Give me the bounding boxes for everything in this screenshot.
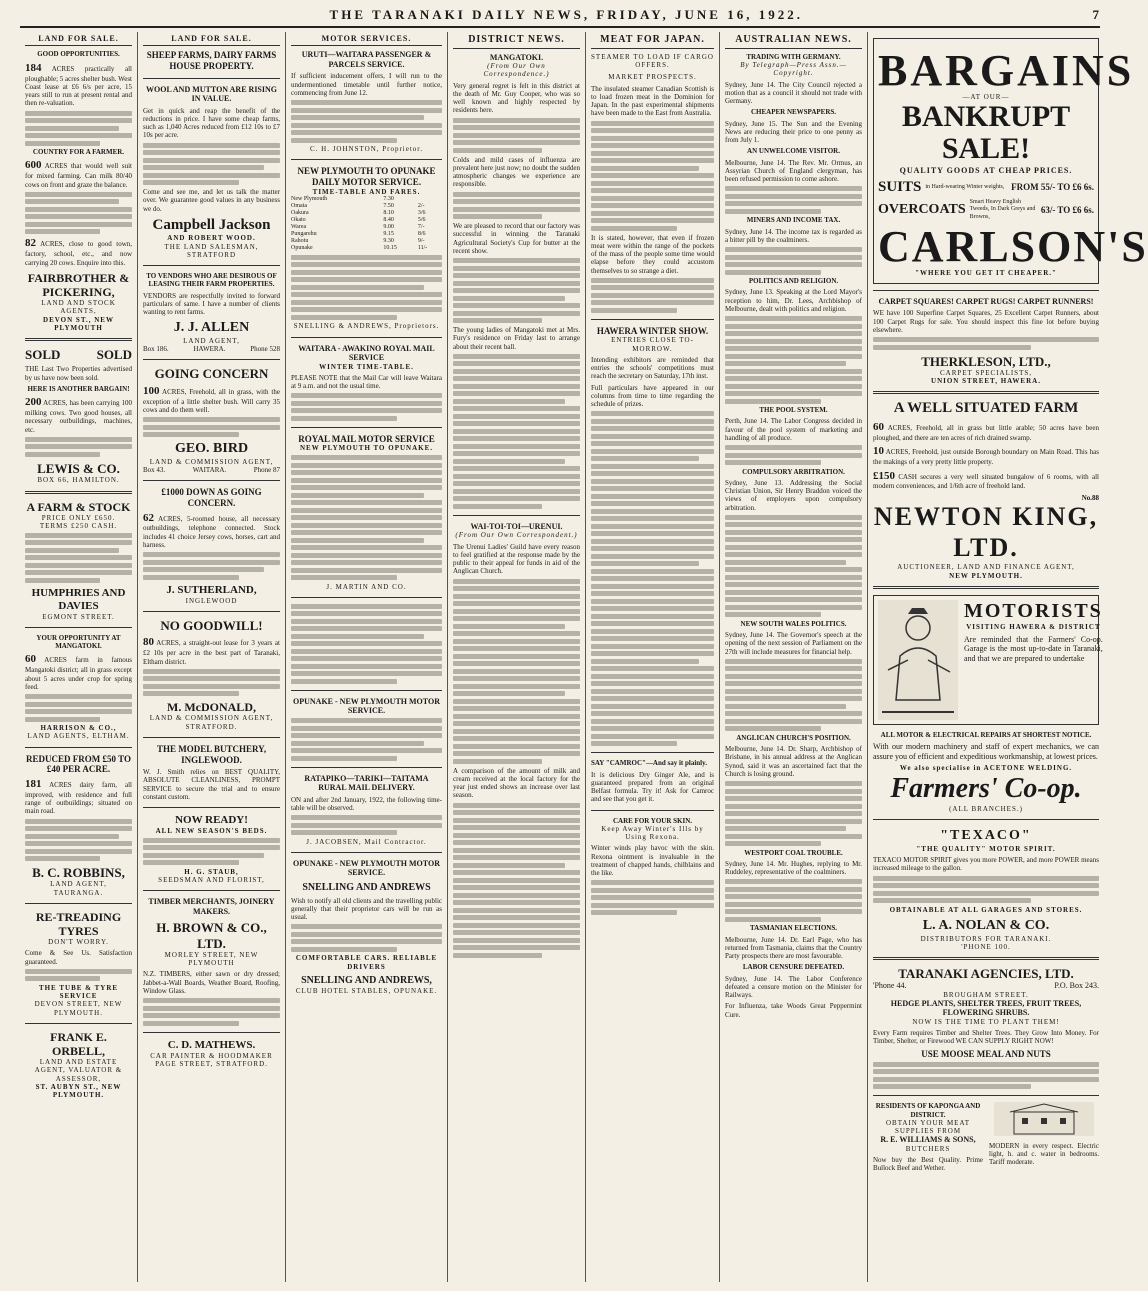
reduced-title: REDUCED FROM £50 TO £40 PER ACRE. (26, 753, 131, 775)
goodwill-title: NO GOODWILL! (160, 617, 263, 633)
bargain-line: HERE IS ANOTHER BARGAIN! (27, 384, 130, 393)
bargains-title: BARGAINS (878, 46, 1135, 95)
news-paragraph: Full particulars have appeared in our columns from time to time regarding the schedule of prizes. (591, 383, 714, 409)
kaponga-text: MODERN in every respect. Electric light, h. and c. water in bedrooms. Tariff moderate. (989, 1141, 1099, 1167)
timetable-cell: 10.15 (383, 245, 397, 252)
text-filler (143, 552, 280, 580)
farmer-illustration (878, 600, 958, 720)
news-title: MINERS AND INCOME TAX. (746, 216, 841, 225)
retreading-title: RE-TREADING TYRES (35, 909, 122, 939)
firm-address: ST. AUBYN ST., NEW PLYMOUTH. (35, 1082, 122, 1100)
text-filler (591, 121, 714, 231)
timetable-cell: New Plymouth (291, 195, 328, 202)
firm-sub: LAND AND STOCK AGENTS, (41, 299, 116, 316)
show-sub: ENTRIES CLOSE TO-MORROW. (611, 336, 694, 353)
firm-sub: CARPET SPECIALISTS, (940, 368, 1032, 377)
firm-taranaki-agencies: TARANAKI AGENCIES, LTD. (898, 966, 1074, 981)
service-sign: J. JACOBSEN, Mail Contractor. (306, 837, 427, 846)
timetable-row (291, 245, 442, 252)
firm-sub: EGMONT STREET. (42, 612, 115, 621)
care-sub: Keep Away Winter's Ills by Using Rexona. (601, 824, 704, 842)
timetable-cell: Okato (291, 217, 306, 224)
text-filler (453, 192, 580, 220)
news-title: TRADING WITH GERMANY. (746, 52, 841, 61)
tyre-service: THE TUBE & TYRE SERVICE (38, 983, 119, 1001)
text-filler (453, 118, 580, 153)
text-filler (143, 998, 280, 1026)
column-motor-services (286, 32, 448, 1282)
show-title: HAWERA WINTER SHOW. (596, 325, 709, 336)
firm-fairbrother: FAIRBROTHER & PICKERING, (27, 270, 130, 299)
camroc-text: It is delicious Dry Ginger Ale, and is guaranteed prepared from an original Belfast formula. Try it! Ask for Camroc and see that you get it. (591, 770, 714, 804)
welding-line: We also specialise in ACETONE WELDING. (899, 763, 1073, 772)
service-title: OPUNAKE - NEW PLYMOUTH MOTOR SERVICE. (293, 696, 440, 716)
text-filler (591, 880, 714, 915)
firm-snelling: SNELLING AND ANDREWS, (301, 974, 432, 986)
timetable-cell: 9/- (417, 238, 425, 245)
going-title: GOING CONCERN (154, 366, 269, 382)
timber-title: TIMBER MERCHANTS, JOINERY MAKERS. (148, 897, 275, 916)
timetable-cell: 11/- (417, 245, 428, 252)
timetable-row (291, 217, 442, 224)
firm-campbell-jackson: Campbell Jackson (152, 216, 271, 233)
timetable-cell (418, 196, 442, 203)
news-paragraph: Sydney, June 14. The income tax is regarded as a bitter pill by the coalminers. (725, 227, 862, 244)
news-paragraph: It is stated, however, that even if frozen meat were within the range of the pockets of the mass of the people some time would elapse before they could accustom themselves to so strange a diet. (591, 233, 714, 275)
firm-sub: SEEDSMAN AND FLORIST, (158, 876, 265, 885)
carpet-title: CARPET SQUARES! CARPET RUGS! CARPET RUNNERS! (878, 296, 1094, 306)
column-meat-for-japan (586, 32, 720, 1282)
column-district-news (448, 32, 586, 1282)
news-title: POLITICS AND RELIGION. (748, 277, 839, 286)
news-paragraph: The Urenui Ladies' Guild have every reason to feel gratified at the response made by the public to their appeal for funds in aid of the Anglican Church. (453, 542, 580, 576)
motorists-title: MOTORISTS (964, 599, 1103, 622)
news-paragraph: Very general regret is felt in this district at the death of Mr. Guy Cooper, who was so well known and highly respected by residents here. (453, 81, 580, 115)
text-filler (143, 669, 280, 697)
column-australian-news (720, 32, 868, 1282)
text-filler (25, 533, 132, 583)
timetable-cell: 7/- (417, 224, 425, 231)
firm-sub: LAND AGENT, TAURANGA. (50, 880, 107, 897)
nz-text: N.Z. TIMBERS, either sawn or dry dressed; Jabbet-a-Wall Boards, Weather Board, Roofing, Window Glass. (143, 970, 280, 995)
timetable-row (291, 231, 442, 238)
headline-sub: STEAMER TO LOAD IF CARGO OFFERS. (591, 52, 714, 70)
service-sub: COMFORTABLE CARS. RELIABLE DRIVERS (295, 954, 438, 971)
text-filler (873, 1062, 1099, 1090)
firm-harrison: HARRISON & CO., (40, 724, 117, 733)
text-filler (725, 445, 862, 465)
wool-title: WOOL AND MUTTON ARE RISING IN VALUE. (146, 84, 277, 104)
suits-row: SUITS in Hard-wearing Winter weights, FROM 55/- TO £6 6s. (878, 178, 1094, 195)
service-text: ON and after 2nd January, 1922, the following time-table will be observed. (291, 795, 442, 812)
firm-sub: LAND & COMMISSION AGENT, STRATFORD. (149, 714, 274, 731)
vendors-text: VENDORS are respectfully invited to forward particulars of same. I have a number of clients wanting to rent farms. (143, 291, 280, 317)
care-title: CARE FOR YOUR SKIN. (612, 816, 693, 825)
timetable-cell: 8.40 (383, 217, 394, 224)
text-filler (591, 411, 714, 746)
news-paragraph: Sydney, June 14. The Labor Conference defeated a censure motion on the Minister for Railways. (725, 974, 862, 1000)
texaco-sub: "THE QUALITY" MOTOR SPIRIT. (916, 844, 1056, 853)
taranaki-street: BROUGHAM STREET. (943, 990, 1029, 999)
timetable-cell: Rahotu (291, 238, 309, 245)
farm-stock-title: A FARM & STOCK (26, 499, 131, 514)
farm-listing: £150 CASH secures a very well situated bungalow of 6 rooms, with all modern conveniences, and 1/6th acre of freehold land. (873, 469, 1099, 491)
firm-newton-king: NEWTON KING, LTD. (873, 501, 1099, 562)
firm-contact: Box 186. HAWERA. Phone 528 (143, 345, 280, 354)
firm-phone: 'PHONE 100. (961, 942, 1011, 951)
obtain-line: OBTAIN YOUR MEAT SUPPLIES FROM (885, 1118, 970, 1135)
column-header: LAND FOR SALE. (143, 34, 280, 46)
tyre-address: DEVON STREET, NEW PLYMOUTH. (34, 1000, 123, 1017)
timetable-cell: 2/- (417, 202, 425, 209)
firm-orbell: FRANK E. ORBELL, (50, 1029, 107, 1059)
service-title: RATAPIKO—TARIKI—TAITAMA RURAL MAIL DELIVERY. (304, 773, 429, 793)
firm-nolan: L. A. NOLAN & CO. (922, 917, 1050, 933)
firm-sub: BUTCHERS (905, 1144, 951, 1153)
text-filler (291, 815, 442, 835)
hedge-sub: NOW IS THE TIME TO PLANT THEM! (912, 1017, 1060, 1026)
firm-sub: PAGE STREET, STRATFORD. (155, 1059, 268, 1068)
text-filler (291, 255, 442, 320)
listing-184: 184 ACRES practically all ploughable; 5 acres shelter bush. West Coast lease at £6 6/s per acre, 15 years still to run at present rental and then re-valuation. (25, 61, 133, 108)
texaco-title: "TEXACO" (940, 828, 1032, 844)
correspondence: (From Our Own Correspondence.) (483, 62, 550, 79)
section-title: GOOD OPPORTUNITIES. (37, 50, 120, 59)
motorists-text: Are reminded that the Farmers' Co-op. Garage is the most up-to-date in Taranaki, and that we are prepared to undertake (964, 634, 1103, 663)
firm-sub: LAND AGENTS, ELTHAM. (27, 732, 130, 741)
news-title: LABOR CENSURE DEFEATED. (742, 963, 845, 972)
firm-sub: DISTRIBUTORS FOR TARANAKI. (920, 934, 1052, 943)
butchery-text: W. J. Smith relies on BEST QUALITY, ABSOLUTE CLEANLINESS, PROMPT SERVICE to secure the trial and to ensure constant custom. (143, 768, 280, 801)
column-land-for-sale-2 (138, 32, 286, 1282)
news-paragraph: Melbourne, June 14. Dr. Earl Page, who has returned from Tasmania, claims that the Country Party prospects there are most favourable. (725, 935, 862, 961)
care-text: Winter winds play havoc with the skin. Rexona ointment is invaluable in the treatment of chapped hands, chilblains and the like. (591, 844, 714, 878)
williams-text: Now buy the Best Quality. Prime Bullock Beef and Wether. (873, 1155, 983, 1173)
text-filler (25, 694, 132, 722)
news-paragraph: Sydney, June 15. The Sun and the Evening News are reducing their price to one penny as from July 1. (725, 119, 862, 145)
service-title: WAITARA - AWAKINO ROYAL MAIL SERVICE (298, 343, 435, 363)
firm-bird: GEO. BIRD (174, 441, 249, 457)
meal-title: USE MOOSE MEAL AND NUTS (921, 1048, 1051, 1059)
page-number: 7 (1092, 7, 1100, 23)
ready-title: NOW READY! (175, 814, 248, 827)
timetable-cell: 7.30 (383, 195, 394, 202)
motorists-ad (873, 595, 1103, 725)
timetable-cell: Omata (291, 202, 307, 209)
timetable-cell: Warea (291, 224, 307, 231)
news-paragraph: The insulated steamer Canadian Scottish is to load frozen meat in the Dominion for Japan. In the past experimental shipments have been made to the East from Australia. (591, 84, 714, 118)
firm-mcdonald: M. McDONALD, (167, 700, 256, 715)
timetable-cell: 7.50 (383, 202, 394, 209)
masthead (20, 4, 1100, 28)
firm-therkleson: THERKLESON, LTD., (921, 353, 1051, 369)
carlson-logo: CARLSON'S (878, 221, 1148, 271)
service-text: If sufficient inducement offers, I will run to the undermentioned timetable until further notice, commencing from June 12. (291, 72, 442, 97)
overcoats-row: OVERCOATS Smart Heavy English Tweeds, In Dark Greys and Browns, 63/- TO £6 6s. (878, 199, 1094, 220)
timetable-row (291, 238, 442, 245)
texaco-text: TEXACO MOTOR SPIRIT gives you more POWER, and more POWER means increased mileage to the gallon. (873, 856, 1099, 873)
farm-number: No.88 (1081, 493, 1099, 502)
text-filler (143, 838, 280, 866)
sold-banner: SOLD SOLD (25, 347, 132, 363)
residents-title: RESIDENTS OF KAPONGA AND DISTRICT. (875, 1102, 981, 1119)
news-paragraph: Sydney, June 14. Mr. Hughes, replying to Mr. Ruddeley, representative of the coalminers. (725, 859, 862, 877)
text-filler (25, 437, 132, 457)
text-filler (25, 819, 132, 862)
service-sign: SNELLING & ANDREWS, Proprietors. (293, 322, 440, 331)
news-paragraph: Sydney, June 13. Speaking at the Lord Mayor's reception to him, Dr. Lees, Archbishop of Melbourne, dealt with politics and religion. (725, 288, 862, 313)
firm-address: UNION STREET, HAWERA. (931, 377, 1041, 386)
retreading-text: Come & See Us. Satisfaction guaranteed. (25, 949, 132, 966)
farmers-co-op-logo: Farmers' Co-op. (890, 773, 1082, 805)
news-title: WESTPORT COAL TROUBLE. (744, 848, 843, 857)
text-filler (291, 455, 442, 580)
news-title: AN UNWELCOME VISITOR. (747, 147, 840, 156)
text-filler (453, 354, 580, 509)
sheep-title: SHEEP FARMS, DAIRY FARMS HOUSE PROPERTY. (146, 50, 277, 72)
motorists-text: With our modern machinery and staff of expert mechanics, we can assure you of efficient and expeditious workmanship, at lowest prices. (873, 742, 1099, 761)
section-title: COUNTRY FOR A FARMER. (32, 148, 125, 157)
news-paragraph: Sydney, June 14. The City Council rejected a motion that as a council it should not trade with Germany. (725, 80, 862, 106)
firm-sub: LAND & COMMISSION AGENT, (149, 457, 274, 466)
text-filler (873, 337, 1099, 350)
firm-address: CLUB HOTEL STABLES, OPUNAKE. (295, 986, 438, 995)
timetable-cell: 9.30 (383, 238, 394, 245)
firm-robbins: B. C. ROBBINS, (32, 865, 125, 881)
firm-sub: THE LAND SALESMAN, STRATFORD (164, 242, 259, 259)
firm-contact: Box 43. WAITARA. Phone 87 (143, 466, 280, 475)
news-paragraph: Sydney, June 13. Addressing the Social Christian Union, Sir Henry Braddon voiced the views of employers upon compulsory arbitration. (725, 478, 862, 512)
motorists-repairs: ALL MOTOR & ELECTRICAL REPAIRS AT SHORTEST NOTICE. (880, 730, 1092, 739)
sold-text: THE Last Two Properties advertised by us have now been sold. (25, 365, 132, 382)
timetable-row (291, 224, 442, 231)
farm-listing: 60 ACRES, Freehold, all in grass but little arable; 50 acres have been ploughed, and there are ten acres of rich drained swamp. (873, 421, 1099, 443)
text-filler (143, 417, 280, 437)
news-paragraph: The young ladies of Mangatoki met at Mrs. Fury's residence on Friday last to arrange about their recent ball. (453, 326, 580, 351)
firm-sub: LAND AGENT, (183, 336, 240, 345)
bankrupt-sale: BANKRUPT SALE! (901, 100, 1071, 165)
bottom-ads (873, 1102, 1099, 1175)
service-sub: TIME-TABLE AND FARES. (312, 187, 421, 196)
farm-listing: 10 ACRES, Freehold, just outside Borough boundary on Main Road. This has the makings of a very pretty little property. (873, 445, 1099, 467)
hotel-illustration (989, 1102, 1099, 1136)
service-sign: J. MARTIN AND CO. (326, 582, 407, 591)
vendors-title: TO VENDORS WHO ARE DESIROUS OF LEASING THEIR FARM PROPERTIES. (146, 272, 277, 289)
camroc-title: SAY "CAMROC"—And say it plainly. (591, 759, 707, 768)
listing-181: 181 ACRES dairy farm, all improved, with residence and full range of outbuildings; situated on main road. (25, 777, 132, 816)
text-filler (25, 969, 132, 982)
firm-allen: J. J. ALLEN (173, 320, 250, 336)
down-text: 62 ACRES, 5-roomed house, all necessary outbuildings, telephone connected. Stock includes 41 choice Jersey cows, horses, cart and harness. (143, 511, 281, 549)
text-filler (291, 924, 442, 952)
text-filler (291, 100, 442, 143)
headline-sub: MARKET PROSPECTS. (608, 73, 697, 82)
firm-snelling: SNELLING AND ANDREWS (302, 881, 431, 893)
text-filler (143, 143, 280, 186)
text-filler (25, 111, 132, 146)
firm-brown: H. BROWN & CO., LTD. (156, 920, 267, 951)
timetable-cell: 9.15 (383, 231, 394, 238)
service-text: Wish to notify all old clients and the travelling public generally that their proprietor cars will be run as usual. (291, 896, 442, 922)
down-title: £1000 DOWN AS GOING CONCERN. (161, 487, 262, 508)
service-sub: NEW PLYMOUTH TO OPUNAKE. (299, 444, 434, 453)
text-filler (291, 718, 442, 761)
wool-text: Get in quick and reap the benefit of the reductions in price. I have some cheap farms, such as 1,040 Acres reduced from £12 10s to £7 10s per acre. (143, 106, 280, 140)
ready-sub: ALL NEW SEASON'S BEDS. (155, 827, 268, 836)
news-paragraph: Colds and mild cases of influenza are prevalent here just now; no doubt the sudden atmospheric changes we experience are responsible. (453, 155, 580, 189)
news-title: CHEAPER NEWSPAPERS. (750, 108, 837, 117)
text-filler (725, 515, 862, 618)
timetable-row (291, 210, 442, 217)
listing-600: 600 ACRES that would well suit for mixed farming. Can milk 80/40 cows on front and graze the balance. (25, 159, 132, 189)
firm-sub: LAND AND ESTATE AGENT, VALUATOR & ASSESSOR, (34, 1058, 123, 1083)
listing-200: 200 ACRES, has been carrying 100 milking cows. Two good houses, all necessary outbuildings, machines, etc. (25, 396, 132, 434)
service-sub: WINTER TIME-TABLE. (319, 362, 414, 371)
news-paragraph: Intending exhibitors are reminded that entries the schools' competitions must reach the secretary on Saturday, 17th inst. (591, 355, 714, 381)
place-title: MANGATOKI. (489, 52, 544, 62)
news-byline: By Telegraph—Press Assn.—Copyright. (740, 61, 847, 78)
firm-humphries: HUMPHRIES AND DAVIES (31, 586, 126, 612)
news-title: NEW SOUTH WALES POLITICS. (740, 619, 847, 628)
carpet-text: WE have 100 Superfine Carpet Squares, 25 Excellent Carpet Runners, about 100 Carpet Rugs for sale. You should inspect this fine lot before buying elsewhere. (873, 309, 1099, 334)
firm-address: NEW PLYMOUTH. (949, 571, 1023, 580)
news-title: COMPULSORY ARBITRATION. (742, 467, 845, 476)
text-filler (291, 393, 442, 421)
going-text: 100 ACRES, Freehold, all in grass, with the exception of a little shelter bush. Will carry 35 cows and do them well. (143, 384, 280, 415)
text-filler (725, 879, 862, 922)
text-filler (453, 579, 580, 764)
text-filler (725, 659, 862, 732)
timetable-row (291, 203, 442, 210)
taranaki-contact: 'Phone 44. P.O. Box 243. (873, 981, 1099, 991)
news-paragraph: Melbourne, June 14. Dr. Sharp, Archbishop of Brisbane, in his annual address at the Anglican Synod, said it was an ascertained fact that the Church is losing ground. (725, 745, 862, 778)
timetable-cell: 9.00 (383, 224, 394, 231)
correspondence: (From Our Own Correspondent.) (455, 531, 578, 540)
firm-sub: MORLEY STREET, NEW PLYMOUTH (164, 950, 259, 968)
hedge-text: Every Farm requires Timber and Shelter Trees. They Grow Into Money. For Timber, Shelter, or Firewood WE CAN SUPPLY RIGHT NOW! (873, 1029, 1099, 1046)
column-header: DISTRICT NEWS. (453, 34, 580, 49)
quality-line: QUALITY GOODS AT CHEAP PRICES. (899, 166, 1073, 176)
column-header: AUSTRALIAN NEWS. (725, 34, 862, 49)
come-text: Come and see me, and let us talk the matter over. We guarantee good values in any business we do. (143, 188, 280, 213)
column-header: MOTOR SERVICES. (291, 34, 442, 46)
service-sign: C. H. JOHNSTON, Proprietor. (309, 145, 423, 154)
farmers-sub: (ALL BRANCHES.) (949, 805, 1023, 814)
at-our: —AT OUR— (962, 93, 1010, 101)
text-filler (453, 258, 580, 323)
listing-60: 60 ACRES farm in famous Mangatoki district; all in grass except about 5 acres under crop for spring feed. (25, 653, 133, 691)
timetable-cell: 5/6 (417, 217, 426, 224)
firm-sub: CAR PAINTER & HOODMAKER (150, 1051, 273, 1060)
firm-sub: BOX 66, HAMILTON. (37, 476, 120, 485)
news-paragraph: We are pleased to record that our factory was successful in winning the Taranaki Agricultural Society's Cup for butter at the recent show. (453, 222, 580, 255)
timetable-cell: Pungarehu (291, 231, 317, 238)
goodwill-text: 80 ACRES, a straight-out lease for 3 years at £2 10s per acre in the best part of Taranaki, Eltham district. (143, 636, 280, 666)
text-filler (725, 186, 862, 214)
service-title: ROYAL MAIL MOTOR SERVICE (298, 433, 435, 444)
news-paragraph: A comparison of the amount of milk and cream received at the local factory for the year just ended shows an increase over last season. (453, 766, 580, 800)
news-title: THE POOL SYSTEM. (759, 406, 828, 415)
text-filler (453, 803, 580, 958)
listing-82: 82 ACRES, close to good town, factory, school, etc., and now carrying 20 cows. Enquire into this. (25, 237, 133, 267)
news-paragraph: Melbourne, June 14. The Rev. Mr. Ormus, an Assyrian Church of England clergyman, has been refused permission to come ashore. (725, 158, 862, 184)
firm-lewis: LEWIS & CO. (37, 460, 120, 476)
farm-price: PRICE ONLY £650. (41, 513, 116, 522)
text-filler (25, 192, 132, 235)
texaco-obtainable: OBTAINABLE AT ALL GARAGES AND STORES. (889, 905, 1083, 914)
motorists-sub: VISITING HAWERA & DISTRICT (966, 623, 1101, 632)
news-title: ANGLICAN CHURCH'S POSITION. (736, 733, 851, 742)
firm-sub: AUCTIONEER, LAND AND FINANCE AGENT, (897, 563, 1075, 572)
text-filler (725, 316, 862, 404)
section-title: YOUR OPPORTUNITY AT MANGATOKI. (36, 633, 121, 651)
service-text: PLEASE NOTE that the Mail Car will leave Waitara at 9 a.m. and not the usual time. (291, 373, 442, 391)
firm-address: DEVON ST., NEW PLYMOUTH (43, 315, 114, 332)
timetable-cell: 8/6 (417, 231, 426, 238)
timetable-cell: Oakura (291, 209, 309, 216)
news-paragraph: Perth, June 14. The Labor Congress decided in favour of the pool system of marketing and handling of all produce. (725, 417, 862, 442)
service-title: NEW PLYMOUTH TO OPUNAKE DAILY MOTOR SERVICE. (297, 166, 436, 187)
text-filler (725, 247, 862, 275)
farm-terms: TERMS £250 CASH. (39, 521, 118, 530)
retreading-sub: DON'T WORRY. (48, 938, 109, 947)
masthead-title: THE TARANAKI DAILY NEWS, FRIDAY, JUNE 16, 1922. (329, 7, 803, 23)
text-filler (725, 781, 862, 846)
service-title: URUTI—WAITARA PASSENGER & PARCELS SERVICE. (301, 50, 432, 69)
firm-williams: R. E. WILLIAMS & SONS, (880, 1135, 976, 1145)
column-advertisements (868, 32, 1148, 1282)
timetable-cell: Opunake (291, 245, 313, 252)
text-filler (291, 604, 442, 684)
carlson-slogan: "WHERE YOU GET IT CHEAPER." (915, 268, 1057, 277)
footer-ad: For Influenza, take Woods Great Peppermint Cure. (725, 1002, 862, 1019)
hedge-title: HEDGE PLANTS, SHELTER TREES, FRUIT TREES, FLOWERING SHRUBS. (890, 999, 1082, 1018)
text-filler (591, 278, 714, 313)
timetable-cell: 3/6 (417, 209, 426, 216)
firm-mathews: C. D. MATHEWS. (167, 1038, 256, 1051)
column-land-for-sale-1 (20, 32, 138, 1282)
firm-staub: H. G. STAUB, (184, 867, 239, 876)
column-header: LAND FOR SALE. (25, 34, 132, 46)
timetable-cell: 8.10 (383, 209, 394, 216)
firm-sub: AND ROBERT WOOD. (167, 234, 256, 243)
firm-sub: INGLEWOOD (185, 596, 238, 605)
timetable-row (291, 196, 442, 203)
news-paragraph: Sydney, June 14. The Governor's speech at the opening of the next session of Parliament on the 27th will include measures for financial help. (725, 631, 862, 656)
service-title: OPUNAKE - NEW PLYMOUTH MOTOR SERVICE. (293, 858, 440, 878)
farm-title: A WELL SITUATED FARM (893, 400, 1079, 417)
column-header: MEAT FOR JAPAN. (591, 34, 714, 49)
news-title: TASMANIAN ELECTIONS. (750, 924, 837, 933)
timetable (291, 196, 442, 253)
place-title: WAI-TOI-TOI—URENUI. (470, 521, 563, 531)
text-filler (873, 876, 1099, 904)
carlson-ad (873, 38, 1148, 284)
firm-sutherland: J. SUTHERLAND, (166, 583, 257, 596)
butchery-title: THE MODEL BUTCHERY, INGLEWOOD. (156, 743, 267, 765)
